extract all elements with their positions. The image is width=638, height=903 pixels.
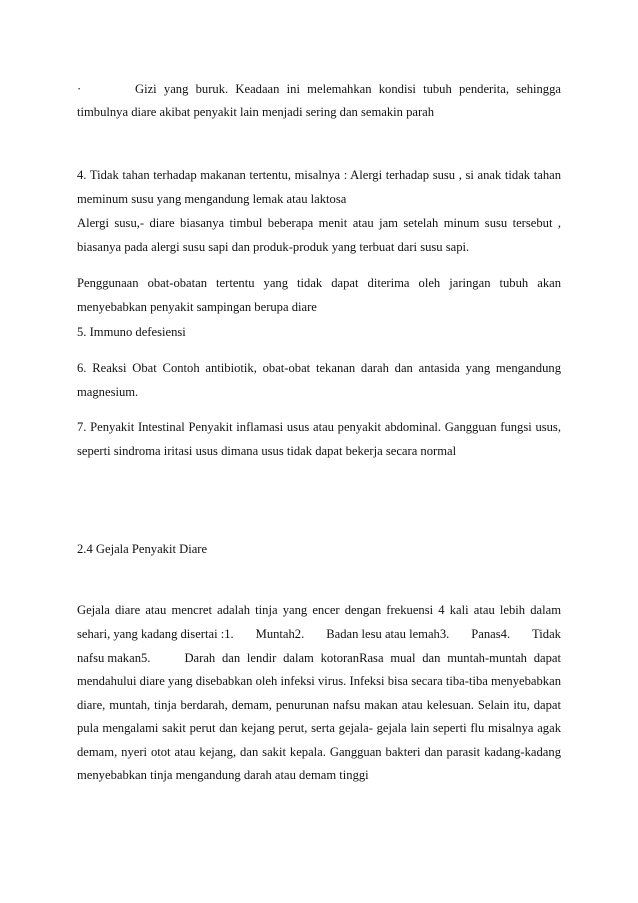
section-heading: 2.4 Gejala Penyakit Diare — [77, 542, 208, 556]
symptoms-line3-part: Darah dan lendir dalam kotoranRasa mual dan muntah-muntah dapat — [184, 651, 561, 665]
item-4-paragraph: 4. Tidak tahan terhadap makanan tertentu, misalnya : Alergi terhadap susu , si anak tidak tahan meminum susu yang mengandung lemak atau laktosa — [77, 168, 561, 206]
bullet-item-line2: timbulnya diare akibat penyakit lain menjadi sering dan semakin parah — [77, 105, 435, 119]
symptoms-line2-part: Badan lesu atau lemah3. — [326, 627, 450, 641]
bullet-marker: · — [77, 82, 82, 96]
symptoms-line2-part: Tidak — [532, 627, 561, 641]
symptoms-line3-part: nafsu makan5. — [77, 651, 151, 665]
bullet-item-line1 — [77, 78, 561, 102]
bullet-item-text: Gizi yang buruk. Keadaan ini melemahkan kondisi tubuh penderita, sehingga — [135, 82, 561, 96]
item-6-paragraph: 6. Reaksi Obat Contoh antibiotik, obat-obat tekanan darah dan antasida yang mengandung magnesium. — [77, 361, 561, 399]
symptoms-line2-part: Muntah2. — [255, 627, 305, 641]
item-7-paragraph: 7. Penyakit Intestinal Penyakit inflamasi usus atau penyakit abdominal. Gangguan fungsi usus, seperti sindroma iritasi usus dimana usus tidak dapat bekerja secara normal — [77, 420, 561, 458]
symptoms-line3 — [77, 647, 561, 671]
symptoms-rest: mendahului diare yang disebabkan oleh infeksi virus. Infeksi bisa secara tiba-tiba menyebabkan diare, muntah, tinja berdarah, demam, penurunan nafsu makan atau kelesuan. Selain itu, dapat pula mengalami sakit perut dan kejang perut, serta gejala- gejala lain seperti flu misalnya agak demam, nyeri otot atau kejang, dan sakit kepala. Gangguan bakteri dan parasit kadang-kadang menyebabkan tinja mengandung darah atau demam tinggi — [77, 674, 561, 782]
item-5-paragraph: 5. Immuno defesiensi — [77, 325, 186, 339]
symptoms-line2-part: Panas4. — [471, 627, 511, 641]
symptoms-line2-part: sehari, yang kadang disertai :1. — [77, 627, 234, 641]
symptoms-line1: Gejala diare atau mencret adalah tinja yang encer dengan frekuensi 4 kali atau lebih dalam — [77, 603, 561, 617]
drug-paragraph: Penggunaan obat-obatan tertentu yang tidak dapat diterima oleh jaringan tubuh akan menyebabkan penyakit sampingan berupa diare — [77, 276, 561, 314]
allergy-paragraph: Alergi susu,- diare biasanya timbul beberapa menit atau jam setelah minum susu tersebut , biasanya pada alergi susu sapi dan produk-produk yang terbuat dari susu sapi. — [77, 216, 561, 254]
symptoms-line2 — [77, 623, 561, 647]
